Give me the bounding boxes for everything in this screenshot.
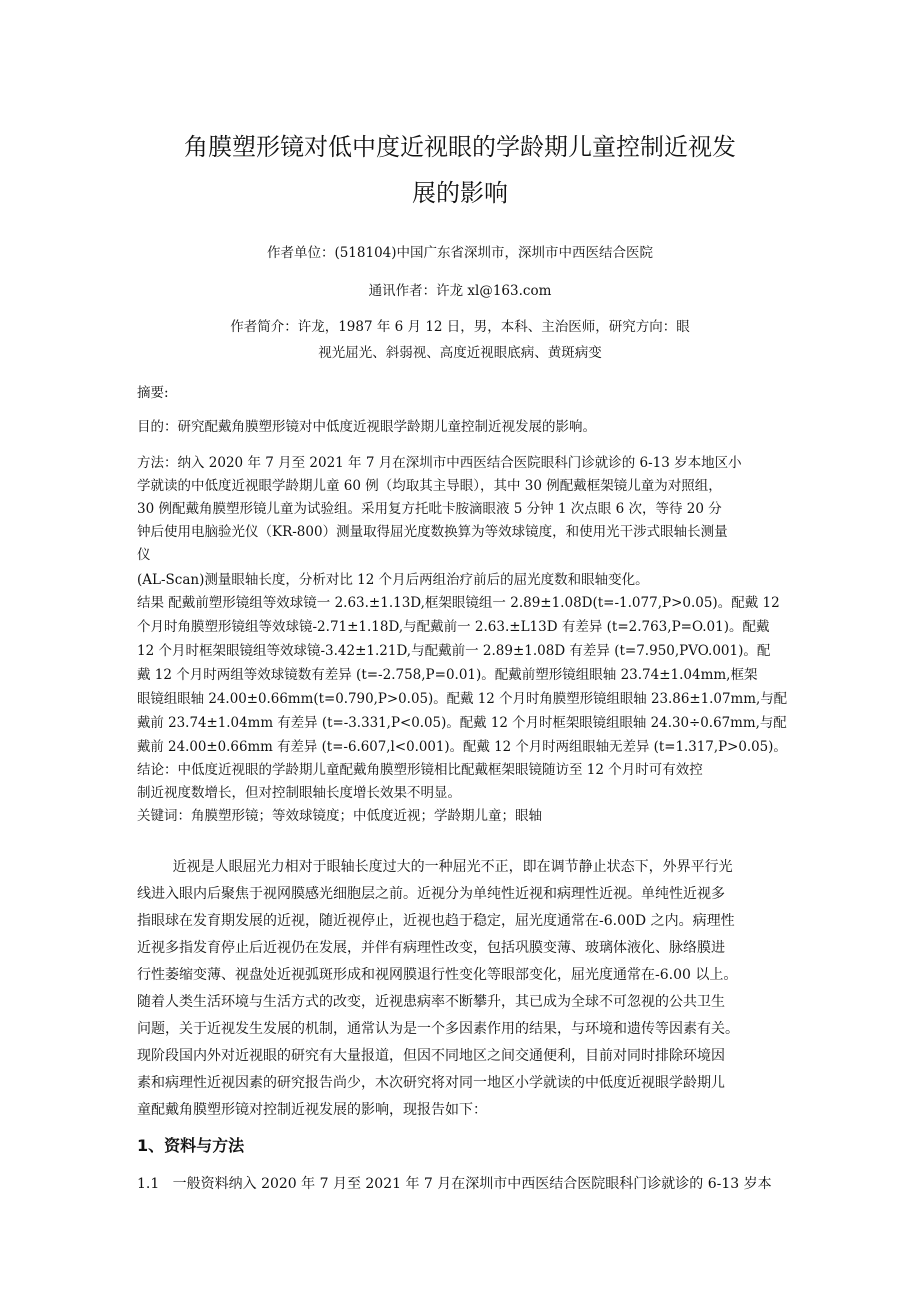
title-line-1: 角膜塑形镜对低中度近视眼的学龄期儿童控制近视发 xyxy=(184,133,736,161)
author-bio-line-1: 作者简介：许龙，1987 年 6 月 12 日，男，本科、主治医师，研究方向：眼 xyxy=(230,319,690,335)
conclusion-line: 结论：中低度近视眼的学龄期儿童配戴角膜塑形镜相比配戴框架眼镜随访至 12 个月时可有效控 xyxy=(137,762,703,778)
intro-line: 行性萎缩变薄、视盘处近视弧斑形成和视网膜退行性变化等眼部变化，屈光度通常在-6.00 以上。 xyxy=(137,967,738,983)
keywords: 关键词：角膜塑形镜；等效球镜度；中低度近视；学龄期儿童；眼轴 xyxy=(137,808,542,824)
intro-line: 随着人类生活环境与生活方式的改变，近视患病率不断攀升，其已成为全球不可忽视的公共卫生 xyxy=(137,994,725,1010)
results-line: 戴 12 个月时两组等效球镜数有差异 (t=-2.758,P=0.01)。配戴前塑形镜组眼轴 23.74±1.04mm,框架 xyxy=(137,667,758,683)
intro-line: 近视是人眼屈光力相对于眼轴长度过大的一种屈光不正，即在调节静止状态下，外界平行光 xyxy=(137,859,733,875)
intro-line: 线进入眼内后聚焦于视网膜感光细胞层之前。近视分为单纯性近视和病理性近视。单纯性近视多 xyxy=(137,886,725,902)
results-line: 眼镜组眼轴 24.00±0.66mm(t=0.790,P>0.05)。配戴 12 个月时角膜塑形镜组眼轴 23.86±1.07mm,与配 xyxy=(137,691,788,707)
results-line: 戴前 23.74±1.04mm 有差异 (t=-3.331,P<0.05)。配戴 12 个月时框架眼镜组眼轴 24.30÷0.67mm,与配 xyxy=(137,715,787,731)
intro-line: 问题，关于近视发生发展的机制，通常认为是一个多因素作用的结果，与环境和遗传等因素有关。 xyxy=(137,1021,739,1037)
intro-line: 童配戴角膜塑形镜对控制近视发展的影响，现报告如下： xyxy=(137,1102,487,1118)
results-line: 戴前 24.00±0.66mm 有差异 (t=-6.607,l<0.001)。配戴 12 个月时两组眼轴无差异 (t=1.317,P>0.05)。 xyxy=(137,739,787,755)
intro-line: 指眼球在发育期发展的近视，随近视停止，近视也趋于稳定，屈光度通常在-6.00D 之内。病理性 xyxy=(137,913,735,929)
title-line-2: 展的影响 xyxy=(412,179,508,207)
author-unit: 作者单位：(518104)中国广东省深圳市，深圳市中西医结合医院 xyxy=(266,245,654,261)
methods-line: 学就读的中低度近视眼学龄期儿童 60 例（均取其主导眼），其中 30 例配戴框架镜儿童为对照组， xyxy=(137,478,722,494)
results-line: 结果 配戴前塑形镜组等效球镜一 2.63.±1.13D,框架眼镜组一 2.89±1.08D(t=-1.077,P>0.05)。配戴 12 xyxy=(137,595,780,611)
intro-line: 素和病理性近视因素的研究报告尚少，木次研究将对同一地区小学就读的中低度近视眼学龄期儿 xyxy=(137,1075,725,1091)
abstract-objective: 目的：研究配戴角膜塑形镜对中低度近视眼学龄期儿童控制近视发展的影响。 xyxy=(137,419,596,435)
intro-line: 近视多指发育停止后近视仍在发展，并伴有病理性改变，包括巩膜变薄、玻璃体液化、脉络膜进 xyxy=(137,940,725,956)
abstract-label: 摘要: xyxy=(137,385,169,401)
methods-line: 方法：纳入 2020 年 7 月至 2021 年 7 月在深圳市中西医结合医院眼科门诊就诊的 6-13 岁本地区小 xyxy=(137,455,742,471)
methods-line: 仪 xyxy=(137,547,151,563)
section-heading: 1、资料与方法 xyxy=(137,1136,245,1155)
results-line: 个月时角膜塑形镜组等效球镜-2.71±1.18D,与配戴前一 2.63.±L13D 有差异 (t=2.763,P=O.01)。配戴 xyxy=(137,619,770,635)
methods-line: (AL-Scan)测量眼轴长度，分析对比 12 个月后两组治疗前后的屈光度数和眼轴变化。 xyxy=(137,572,649,588)
intro-line: 现阶段国内外对近视眼的研究有大量报道，但因不同地区之间交通便利，目前对同时排除环境因 xyxy=(137,1048,725,1064)
section-paragraph-line: 1.1 一般资料纳入 2020 年 7 月至 2021 年 7 月在深圳市中西医结合医院眼科门诊就诊的 6-13 岁本 xyxy=(137,1176,772,1192)
results-line: 12 个月时框架眼镜组等效球镜-3.42±1.21D,与配戴前一 2.89±1.08D 有差异 (t=7.950,PVO.001)。配 xyxy=(137,643,771,659)
methods-line: 钟后使用电脑验光仪（KR-800）测量取得屈光度数换算为等效球镜度，和使用光干涉式眼轴长测量 xyxy=(137,524,728,540)
author-bio-line-2: 视光屈光、斜弱视、高度近视眼底病、黄斑病变 xyxy=(318,345,602,361)
methods-line: 30 例配戴角膜塑形镜儿童为试验组。采用复方托吡卡胺滴眼液 5 分钟 1 次点眼 6 次，等待 20 分 xyxy=(137,501,722,517)
conclusion-line: 制近视度数增长，但对控制眼轴长度增长效果不明显。 xyxy=(137,785,461,801)
corresponding-author: 通讯作者：许龙 xl@163.com xyxy=(368,283,552,299)
